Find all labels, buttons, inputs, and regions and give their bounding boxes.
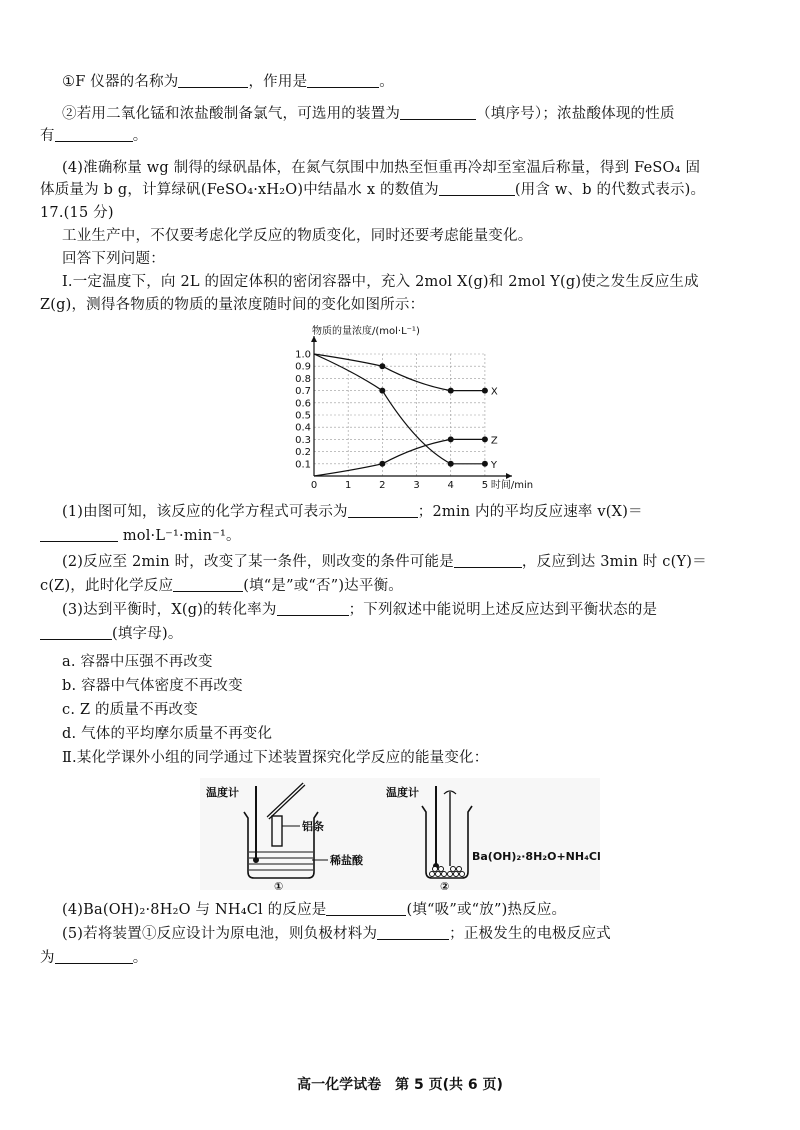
y-axis-title: 物质的量浓度/(mol·L⁻¹) bbox=[312, 326, 420, 337]
line-2: ②若用二氧化锰和浓盐酸制备氯气，可选用的装置为 （填序号）；浓盐酸体现的性质 bbox=[62, 106, 675, 122]
data-point-x bbox=[482, 388, 488, 394]
data-point-y bbox=[482, 461, 488, 467]
line-16: (填字母)。 bbox=[40, 624, 760, 644]
x-tick-label: 1 bbox=[344, 480, 352, 491]
x-tick-label: 4 bbox=[447, 480, 454, 491]
y-tick-label: 0.2 bbox=[295, 447, 311, 459]
series-line-y bbox=[314, 354, 485, 464]
option-b: b. 容器中气体密度不再改变 bbox=[62, 678, 243, 694]
data-point-z bbox=[482, 436, 488, 442]
answer-blank[interactable] bbox=[454, 553, 522, 568]
answer-blank[interactable] bbox=[55, 949, 133, 964]
data-point-y bbox=[448, 461, 454, 467]
answer-blank[interactable] bbox=[400, 105, 476, 120]
x-tick-label: 0 bbox=[310, 480, 318, 491]
option-d: d. 气体的平均摩尔质量不再变化 bbox=[62, 726, 273, 742]
series-label-x: X bbox=[490, 386, 498, 398]
data-point-z bbox=[448, 436, 454, 442]
line-10: Z(g)，测得各物质的物质的量浓度随时间的变化如图所示： bbox=[40, 297, 425, 313]
answer-blank[interactable] bbox=[326, 901, 406, 916]
x-tick-label: 3 bbox=[413, 480, 420, 491]
line-4: (4)准确称量 wg 制得的绿矾晶体，在氮气氛围中加热至恒重再冷却至室温后称量，得到 FeSO₄ 固 bbox=[62, 160, 701, 176]
line-15: (3)达到平衡时，X(g)的转化率为 ；下列叙述中能说明上述反应达到平衡状态的是 bbox=[62, 602, 658, 618]
series-label-y: Y bbox=[490, 459, 498, 471]
answer-blank[interactable] bbox=[348, 503, 418, 518]
line-3: 有 。 bbox=[40, 128, 148, 144]
line-9: Ⅰ.一定温度下，向 2L 的固定体积的密闭容器中，充入 2mol X(g)和 2mol Y(g)使之发生反应生成 bbox=[62, 274, 699, 290]
data-point-x bbox=[448, 388, 454, 394]
y-tick-label: 0.3 bbox=[295, 434, 311, 446]
y-tick-label: 0.8 bbox=[295, 373, 311, 385]
aluminum-strip-label: 铝条 bbox=[302, 820, 324, 833]
y-tick-label: 0.6 bbox=[295, 398, 311, 410]
line-7: 工业生产中，不仅要考虑化学反应的物质变化，同时还要考虑能量变化。 bbox=[62, 228, 533, 244]
y-tick-label: 0.5 bbox=[295, 410, 311, 422]
y-tick-label: 0.4 bbox=[295, 422, 311, 434]
data-point-x bbox=[379, 363, 385, 369]
answer-blank[interactable] bbox=[307, 73, 379, 88]
y-tick-label: 0.9 bbox=[295, 361, 311, 373]
hydrochloric-acid-label: 稀盐酸 bbox=[330, 854, 363, 867]
line-13: (2)反应至 2min 时，改变了某一条件，则改变的条件可能是 ，反应到达 3min 时 c(Y)＝ bbox=[62, 554, 707, 570]
data-point-y bbox=[379, 388, 385, 394]
y-tick-label: 1.0 bbox=[295, 349, 311, 361]
answer-blank[interactable] bbox=[377, 925, 449, 940]
concentration-time-chart bbox=[280, 318, 534, 498]
answer-blank[interactable] bbox=[439, 181, 515, 196]
line-14: c(Z)，此时化学反应 (填“是”或“否”)达平衡。 bbox=[40, 578, 403, 594]
line-24: 为 。 bbox=[40, 950, 148, 966]
series-line-x bbox=[314, 354, 485, 391]
x-tick-label: 5 bbox=[481, 480, 489, 491]
line-23: (5)若将装置①反应设计为原电池，则负极材料为 ；正极发生的电极反应式 bbox=[62, 926, 611, 942]
question-17-header: 17.(15 分) bbox=[40, 205, 114, 221]
option-c: c. Z 的质量不再改变 bbox=[62, 702, 198, 718]
x-tick-label: 2 bbox=[379, 480, 386, 491]
line-5: 体质量为 b g，计算绿矾(FeSO₄·xH₂O)中结晶水 x 的数值为 (用含 w、b 的代数式表示)。 bbox=[40, 182, 706, 198]
option-a: a. 容器中压强不再改变 bbox=[62, 654, 213, 670]
answer-blank[interactable] bbox=[40, 625, 112, 640]
answer-blank[interactable] bbox=[178, 73, 248, 88]
y-tick-label: 0.1 bbox=[295, 459, 311, 471]
apparatus-figure bbox=[200, 778, 601, 893]
answer-blank[interactable] bbox=[173, 577, 243, 592]
reagent-label: Ba(OH)₂·8H₂O+NH₄Cl bbox=[472, 850, 601, 863]
x-axis-title: 时间/min bbox=[490, 480, 534, 491]
line-22: (4)Ba(OH)₂·8H₂O 与 NH₄Cl 的反应是 (填“吸”或“放”)热反应。 bbox=[62, 902, 567, 918]
answer-blank[interactable] bbox=[277, 601, 349, 616]
line-1: ①F 仪器的名称为 ，作用是 。 bbox=[62, 74, 394, 90]
line-8: 回答下列问题： bbox=[62, 251, 165, 267]
apparatus-number-1: ① bbox=[274, 880, 284, 893]
apparatus-number-2: ② bbox=[440, 880, 450, 893]
thermometer-label-2: 温度计 bbox=[386, 786, 419, 799]
line-11: (1)由图可知，该反应的化学方程式可表示为 ；2min 内的平均反应速率 v(X)＝ bbox=[62, 504, 643, 520]
line-12: mol·L⁻¹·min⁻¹。 bbox=[40, 526, 760, 546]
answer-blank[interactable] bbox=[55, 127, 133, 142]
x-axis-arrow bbox=[506, 473, 512, 479]
thermometer-label-1: 温度计 bbox=[206, 786, 239, 799]
series-label-z: Z bbox=[490, 435, 498, 447]
line-21: Ⅱ.某化学课外小组的同学通过下述装置探究化学反应的能量变化： bbox=[62, 750, 489, 766]
answer-blank[interactable] bbox=[40, 527, 118, 542]
page-footer: 高一化学试卷 第 5 页(共 6 页) bbox=[297, 1077, 503, 1093]
y-tick-label: 0.7 bbox=[295, 386, 311, 398]
data-point-z bbox=[379, 461, 385, 467]
series-line-z bbox=[314, 439, 485, 476]
